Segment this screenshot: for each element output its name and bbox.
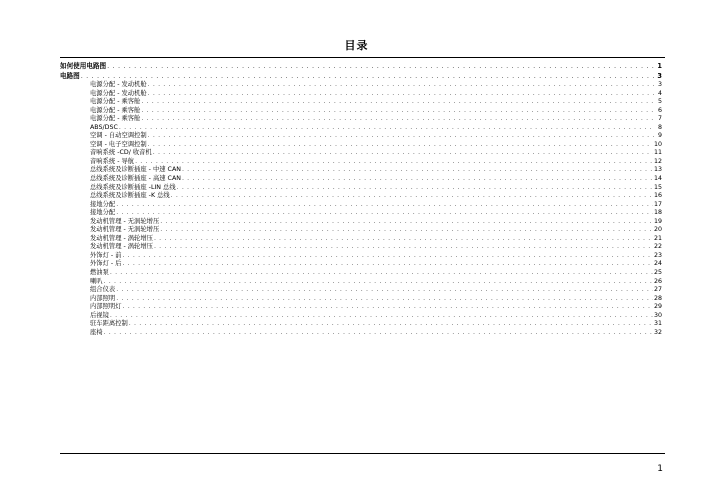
toc-title: 目录 <box>344 39 369 52</box>
toc-entry-label: 总线系统及诊断插座 -K 总线 <box>90 192 170 200</box>
toc-entry-page-number: 5 <box>657 98 662 106</box>
toc-entry-label: 总线系统及诊断插座 -LIN 总线 <box>90 183 176 191</box>
toc-entry-page-number: 22 <box>653 243 662 251</box>
toc-entry-page-number: 12 <box>653 157 662 165</box>
dot-leader <box>148 90 655 99</box>
toc-entry-page-number: 28 <box>653 294 662 302</box>
toc-entry-page-number: 4 <box>657 89 662 97</box>
toc-entry-label: 发动机管理 - 涡轮增压 <box>90 243 153 251</box>
toc-entry-page-number: 8 <box>657 123 662 131</box>
toc-entry-page-number: 25 <box>653 269 662 277</box>
toc-entry[interactable] <box>60 269 662 278</box>
toc-entry[interactable] <box>60 218 662 227</box>
toc-entry-page-number: 21 <box>653 234 662 242</box>
dot-leader <box>104 278 653 287</box>
dot-leader <box>160 218 653 227</box>
toc-entry-label: 音响系统 - 导航 <box>90 157 135 165</box>
dot-leader <box>110 269 653 278</box>
dot-leader <box>148 81 655 90</box>
dot-leader <box>141 115 655 124</box>
dot-leader <box>182 166 653 175</box>
dot-leader <box>135 158 653 167</box>
toc-entry[interactable] <box>60 286 662 295</box>
dot-leader <box>182 175 653 184</box>
toc-entry[interactable] <box>60 166 662 175</box>
toc-entry-page-number: 16 <box>653 192 662 200</box>
toc-entry-page-number: 24 <box>653 260 662 268</box>
toc-entry-page-number: 9 <box>657 132 662 140</box>
dot-leader <box>148 132 655 141</box>
dot-leader <box>116 209 653 218</box>
toc-entry-label: 组合仪表 <box>90 286 116 294</box>
toc-entry[interactable] <box>60 98 662 107</box>
toc-entry-label: 电源分配 - 发动机舱 <box>90 81 147 88</box>
dot-leader <box>122 260 653 269</box>
toc-entry[interactable] <box>60 252 662 261</box>
dot-leader <box>148 141 653 150</box>
toc-entry-label: 外饰灯 - 前 <box>90 251 122 259</box>
toc-entry-page-number: 17 <box>653 200 662 208</box>
toc-entry-label: ABS/DSC <box>90 123 118 131</box>
toc-entry-label: 电源分配 - 乘客舱 <box>90 115 141 123</box>
toc-entry[interactable] <box>60 260 662 269</box>
toc-entry[interactable] <box>60 149 662 158</box>
toc-entry-label: 接地分配 <box>90 200 116 208</box>
toc-entry-label: 内部照明 <box>90 294 116 302</box>
toc-entry-page-number: 23 <box>653 251 662 259</box>
toc-entry-label: 总线系统及诊断插座 - 中速 CAN <box>90 166 181 174</box>
toc-entry-page-number: 15 <box>653 183 662 191</box>
dot-leader <box>122 303 653 312</box>
toc-entry-label: 燃油泵 <box>90 269 109 277</box>
toc-entry-label: 后视镜 <box>90 311 109 319</box>
toc-entry[interactable] <box>60 226 662 235</box>
dot-leader <box>129 320 653 329</box>
toc-entry-page-number: 27 <box>653 286 662 294</box>
toc-entry[interactable] <box>60 175 662 184</box>
toc-entry-label: 电源分配 - 乘客舱 <box>90 106 141 114</box>
dot-leader <box>110 312 653 321</box>
toc-entry-page-number: 14 <box>653 175 662 183</box>
toc-entry[interactable] <box>60 320 662 329</box>
page-number: 1 <box>657 464 663 474</box>
toc-entry-page-number: 30 <box>653 311 662 319</box>
footer-divider <box>60 453 665 454</box>
toc-entry[interactable] <box>60 124 662 133</box>
toc-entry[interactable] <box>60 278 662 287</box>
toc-entry-page-number: 10 <box>653 140 662 148</box>
dot-leader <box>107 61 655 71</box>
toc-entry-page-number: 1 <box>657 62 662 70</box>
toc-entry[interactable] <box>60 201 662 210</box>
dot-leader <box>153 149 653 158</box>
toc-entry[interactable] <box>60 209 662 218</box>
toc-entry-label: 发动机管理 - 无涡轮增压 <box>90 217 160 225</box>
toc-entry-label: 发动机管理 - 无涡轮增压 <box>90 226 160 234</box>
dot-leader <box>171 192 653 201</box>
toc-entry-page-number: 18 <box>653 209 662 217</box>
toc-section-entry[interactable] <box>60 61 662 71</box>
dot-leader <box>154 235 653 244</box>
toc-entry[interactable] <box>60 107 662 116</box>
toc-entry[interactable] <box>60 192 662 201</box>
toc-entry-page-number: 7 <box>657 115 662 123</box>
toc-entry[interactable] <box>60 81 662 90</box>
toc-entry-label: 电源分配 - 发动机舱 <box>90 89 147 97</box>
toc-entry-page-number: 3 <box>657 72 662 80</box>
toc-entry-label: 发动机管理 - 涡轮增压 <box>90 234 153 242</box>
dot-leader <box>104 329 653 338</box>
toc-entry-page-number: 3 <box>657 81 662 88</box>
toc-entry[interactable] <box>60 115 662 124</box>
toc-entry-label: 内部照明灯 <box>90 303 122 311</box>
toc-entry-label: 电路图 <box>60 72 80 80</box>
dot-leader <box>122 252 653 261</box>
dot-leader <box>81 71 655 81</box>
toc-entry-label: 电源分配 - 乘客舱 <box>90 98 141 106</box>
toc-entry[interactable] <box>60 90 662 99</box>
dot-leader <box>119 124 655 133</box>
dot-leader <box>141 98 655 107</box>
toc-entry[interactable] <box>60 312 662 321</box>
toc-entry-label: 如何使用电路图 <box>60 62 107 70</box>
toc-entry-label: 驻车距离控制 <box>90 320 128 328</box>
toc-entry[interactable] <box>60 184 662 193</box>
toc-entry-label: 接地分配 <box>90 209 116 217</box>
toc-entry-label: 空调 - 自动空调控制 <box>90 132 147 140</box>
toc-entry-page-number: 32 <box>653 328 662 336</box>
dot-leader <box>116 295 653 304</box>
toc-entry-page-number: 11 <box>653 149 662 157</box>
toc-entry-page-number: 6 <box>657 106 662 114</box>
dot-leader <box>116 201 653 210</box>
toc-entry-label: 座椅 <box>90 328 103 336</box>
dot-leader <box>154 243 653 252</box>
toc-entry[interactable] <box>60 303 662 312</box>
toc-entry[interactable] <box>60 132 662 141</box>
dot-leader <box>116 286 653 295</box>
toc-entry[interactable] <box>60 329 662 338</box>
toc-entry-page-number: 29 <box>653 303 662 311</box>
toc-section-entry[interactable] <box>60 71 662 81</box>
toc-entry-label: 空调 - 电子空调控制 <box>90 140 147 148</box>
toc-entry[interactable] <box>60 295 662 304</box>
toc-entry-page-number: 31 <box>653 320 662 328</box>
table-of-contents <box>60 61 662 337</box>
toc-entry-page-number: 20 <box>653 226 662 234</box>
toc-entry-label: 喇叭 <box>90 277 103 285</box>
toc-entry-page-number: 19 <box>653 217 662 225</box>
toc-entry-page-number: 13 <box>653 166 662 174</box>
dot-leader <box>177 184 653 193</box>
toc-entry-label: 总线系统及诊断插座 - 高速 CAN <box>90 175 181 183</box>
dot-leader <box>141 107 655 116</box>
title-divider <box>60 57 665 58</box>
toc-entry[interactable] <box>60 243 662 252</box>
toc-entry-label: 外饰灯 - 后 <box>90 260 122 268</box>
toc-entry-page-number: 26 <box>653 277 662 285</box>
dot-leader <box>160 226 653 235</box>
toc-entry-label: 音响系统 -CD/ 收音机 <box>90 149 152 157</box>
